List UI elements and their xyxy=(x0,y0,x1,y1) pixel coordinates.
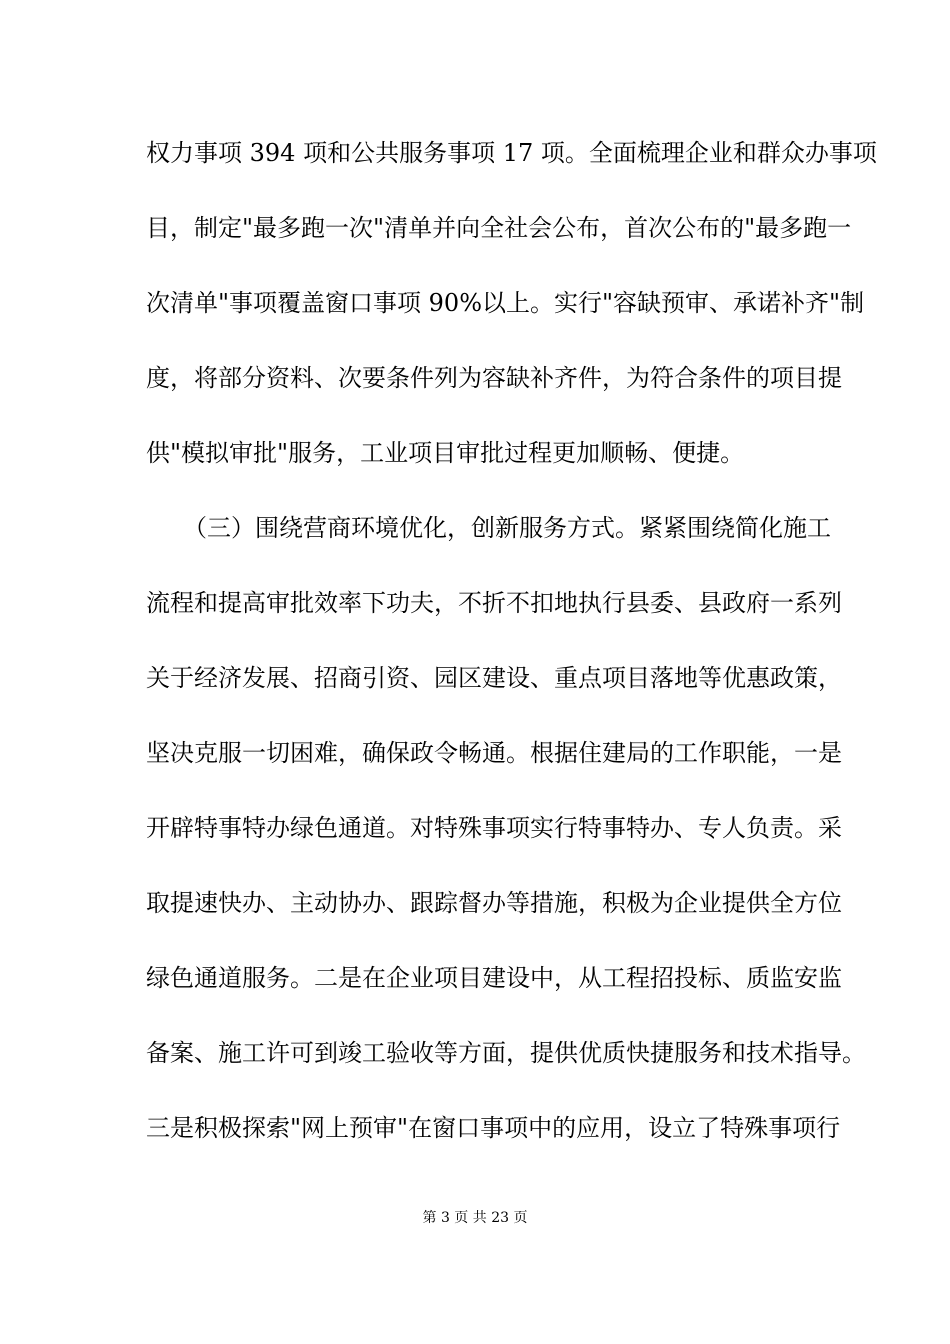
text-line: 三是积极探索"网上预审"在窗口事项中的应用，设立了特殊事项行 xyxy=(146,1114,841,1142)
text-line: 权力事项 394 项和公共服务事项 17 项。全面梳理企业和群众办事项 xyxy=(146,139,877,167)
text-line: 取提速快办、主动协办、跟踪督办等措施，积极为企业提供全方位 xyxy=(146,889,842,917)
text-line: 坚决克服一切困难，确保政令畅通。根据住建局的工作职能，一是 xyxy=(146,739,842,767)
text-line: 绿色通道服务。二是在企业项目建设中，从工程招投标、质监安监 xyxy=(146,964,842,992)
text-line: 开辟特事特办绿色通道。对特殊事项实行特事特办、专人负责。采 xyxy=(146,814,842,842)
text-line: 目，制定"最多跑一次"清单并向全社会公布，首次公布的"最多跑一 xyxy=(146,214,852,242)
text-line: 次清单"事项覆盖窗口事项 90%以上。实行"容缺预审、承诺补齐"制 xyxy=(146,289,865,317)
text-line: 关于经济发展、招商引资、园区建设、重点项目落地等优惠政策， xyxy=(146,664,842,692)
text-line: 供"模拟审批"服务，工业项目审批过程更加顺畅、便捷。 xyxy=(146,439,745,467)
page-number-footer: 第 3 页 共 23 页 xyxy=(422,1210,528,1226)
paragraph-heading-line: （三）围绕营商环境优化，创新服务方式。紧紧围绕简化施工 xyxy=(183,514,831,542)
text-line: 度，将部分资料、次要条件列为容缺补齐件，为符合条件的项目提 xyxy=(146,364,842,392)
text-line: 流程和提高审批效率下功夫，不折不扣地执行县委、县政府一系列 xyxy=(146,589,842,617)
text-line: 备案、施工许可到竣工验收等方面，提供优质快捷服务和技术指导。 xyxy=(146,1039,866,1067)
